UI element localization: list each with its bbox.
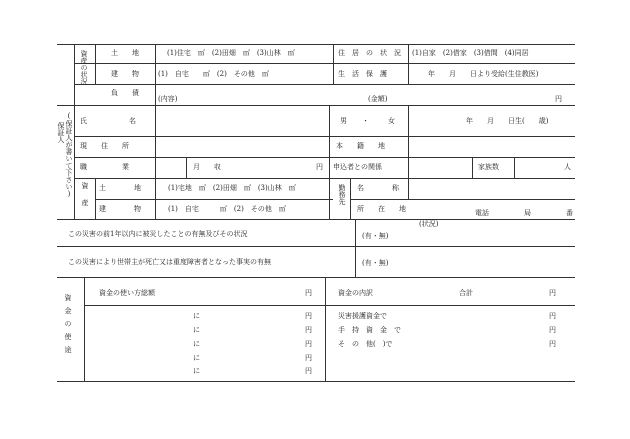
guarantor-relation-label: 申込者との関係 [333,163,382,171]
guarantor-land-label: 土 地 [99,184,141,192]
rule [84,277,85,381]
rule [57,277,575,278]
guarantor-building-label: 建 物 [99,205,141,213]
usage-item-prefix: に [193,312,200,320]
rule [84,305,575,306]
guarantor-land-detail: (1)宅地 ㎡ (2)田畑 ㎡ (3)山林 ㎡ [168,184,296,192]
guarantor-asset-label: 資産 [81,182,89,216]
guarantor-side-label: 保証人 [57,122,65,143]
usage-item-unit: 円 [305,354,312,362]
breakdown-item-label: 手 持 資 金 で [338,326,401,334]
rule [355,219,356,277]
usage-item-prefix: に [193,340,200,348]
rule [325,277,326,381]
usage-item-prefix: に [193,367,200,375]
guarantor-family-label: 家族数 [478,163,499,171]
usage-item-prefix: に [193,326,200,334]
assets-debt-label: 負 債 [111,89,139,97]
rule [74,105,75,219]
rule [155,44,156,219]
guarantor-income-label: 月 収 [193,163,221,171]
assets-land-detail: (1)住宅 ㎡ (2)田畑 ㎡ (3)山林 ㎡ [167,49,295,57]
rule [350,199,575,200]
rule [95,44,96,84]
rule [186,157,187,178]
guarantor-honseki-label: 本 籍 地 [336,142,385,150]
guarantor-section-label: (保証人が書いて下さい) [65,112,73,198]
question-2-answer: (有・無) [362,259,389,267]
breakdown-sum-yen: 円 [549,289,556,297]
question-1-status: (状況) [419,220,439,228]
breakdown-label: 資金の内訳 [338,289,373,297]
rule [472,157,473,178]
rule [333,44,334,84]
assets-land-label: 土 地 [111,49,139,57]
assets-debt-yen: 円 [555,95,562,103]
rule [408,178,409,199]
rule [408,105,409,178]
usage-section-label: 資金の使途 [64,294,72,359]
usage-item-prefix: に [193,354,200,362]
rule [57,246,575,247]
usage-total-label: 資金の使い方総額 [99,289,155,297]
rule [57,219,575,220]
workplace-phone: 電話 局 番 [475,209,573,217]
housing-options: (1)自家 (2)借家 (3)借間 (4)同居 [412,49,529,57]
question-1-answer: (有・無) [362,232,389,240]
usage-item-unit: 円 [305,326,312,334]
rule [408,44,409,84]
rule [57,105,575,106]
question-1: この災害の前1年以内に被災したことの有無及びその状況 [68,230,248,238]
welfare-label: 生 活 保 護 [338,70,387,78]
rule [74,136,575,137]
usage-item-unit: 円 [305,367,312,375]
rule [57,381,575,382]
workplace-address-label: 所 在 地 [357,205,406,213]
guarantor-name-label: 氏 名 [80,117,136,125]
guarantor-address-label: 現 住 所 [80,142,129,150]
welfare-date: 年 月 日より受給(生住教医) [428,70,539,78]
guarantor-job-label: 職 業 [80,163,129,171]
rule [74,157,575,158]
sex-male: 男 [340,117,347,125]
rule [514,157,515,178]
guarantor-birth: 年 月 日生( 歳) [466,117,549,125]
breakdown-item-unit: 円 [549,326,556,334]
rule [350,178,351,219]
breakdown-item-unit: 円 [549,312,556,320]
sex-dot: ・ [362,117,369,125]
rule [74,178,575,179]
breakdown-sum-label: 合計 [459,289,473,297]
breakdown-item-label: 災害援護資金で [338,312,387,320]
usage-total-yen: 円 [305,289,312,297]
rule [95,199,333,200]
assets-building-label: 建 物 [111,70,139,78]
workplace-name-label: 名 称 [357,184,399,192]
workplace-label: 勤務先 [338,184,346,205]
usage-item-unit: 円 [305,340,312,348]
breakdown-item-unit: 円 [549,340,556,348]
rule [74,44,75,105]
housing-label: 住 居 の 状 況 [338,49,401,57]
rule [95,178,96,219]
rule [329,105,330,219]
usage-item-unit: 円 [305,312,312,320]
assets-section-label: 資産の状況 [80,50,88,85]
question-2: この災害により世帯主が死亡又は重度障害者となった事実の有無 [68,258,271,266]
sex-female: 女 [388,117,395,125]
assets-building-detail: (1) 自宅 ㎡ (2) その他 ㎡ [158,70,269,78]
assets-debt-amount: (金額) [368,95,388,103]
guarantor-person-unit: 人 [564,163,571,171]
rule [74,84,575,85]
assets-debt-content: (内容) [158,95,178,103]
guarantor-building-detail: (1) 自宅 ㎡ (2) その他 ㎡ [168,205,286,213]
rule [57,44,575,45]
rule [74,63,575,64]
guarantor-income-yen: 円 [316,163,323,171]
breakdown-item-label: そ の 他( )で [338,340,393,348]
